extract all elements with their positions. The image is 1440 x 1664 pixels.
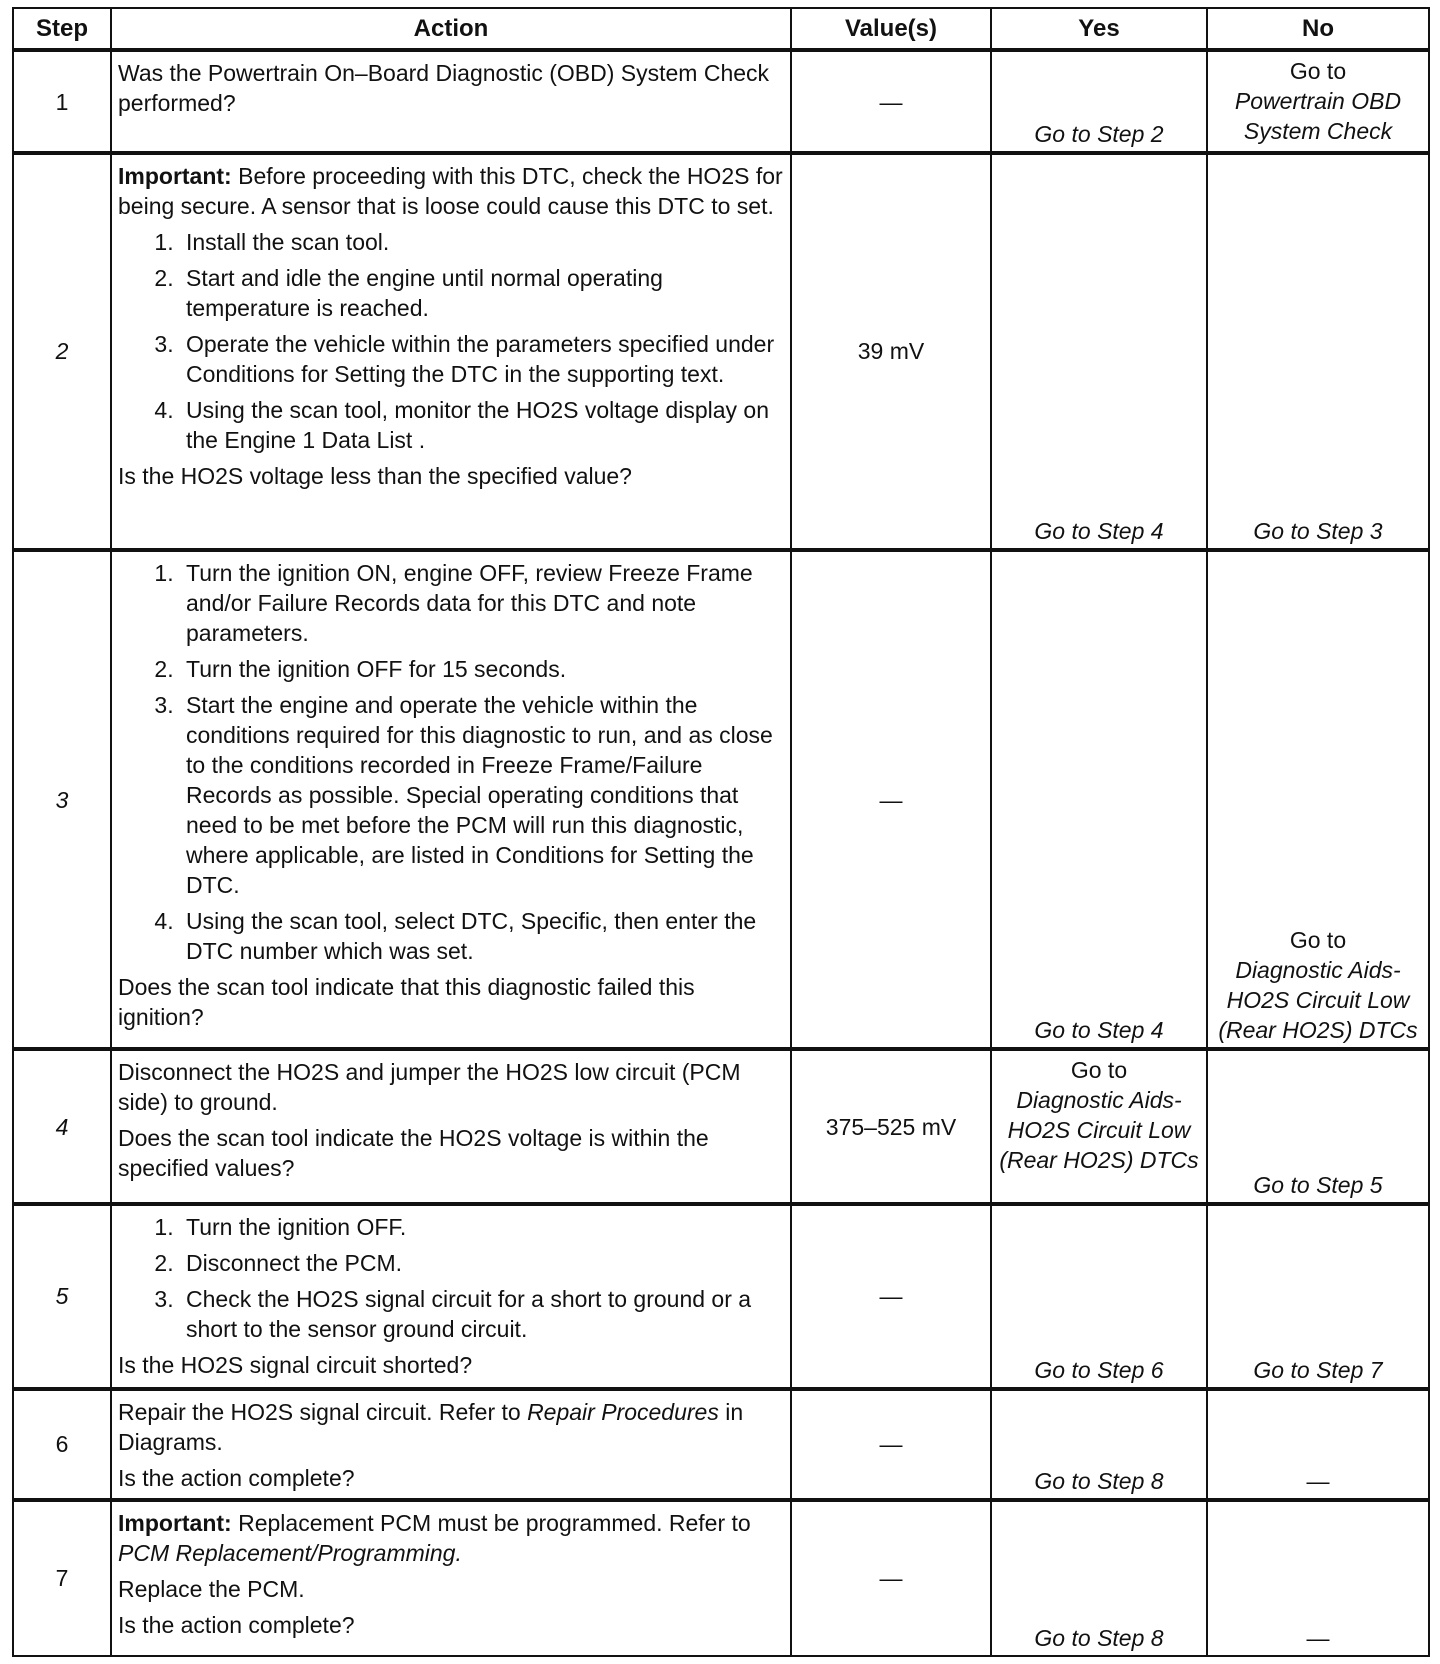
important-text: Before proceeding with this DTC, check the HO2S for being secure. A sensor that is loose could cause this DTC to set.: [118, 162, 783, 219]
yes-link[interactable]: Go to Step 4: [1034, 517, 1164, 544]
value-cell: —: [791, 1204, 991, 1389]
no-cell: [1207, 153, 1429, 550]
table-header-row: [13, 8, 1429, 50]
step-number: 5: [13, 1204, 111, 1389]
action-cell: [111, 550, 791, 1050]
action-question: Does the scan tool indicate the HO2S voltage is within the specified values?: [118, 1125, 709, 1182]
list-item: 4. Using the scan tool, select DTC, Specific, then enter the DTC number which was set.: [180, 906, 784, 966]
important-note: Important: Replacement PCM must be programmed. Refer to PCM Replacement/Programming.: [118, 1509, 751, 1566]
action-cell: [111, 153, 791, 550]
step-number: 2: [13, 153, 111, 550]
yes-cell: [991, 1389, 1207, 1500]
no-cell: [1207, 550, 1429, 1050]
header-action: Action: [111, 8, 791, 50]
action-cell: [111, 50, 791, 153]
list-item: 2. Disconnect the PCM.: [180, 1248, 784, 1278]
table-row: [13, 153, 1429, 550]
value-cell: 39 mV: [791, 153, 991, 550]
header-no: No: [1207, 8, 1429, 50]
table-row: [13, 50, 1429, 153]
table-row: [13, 550, 1429, 1050]
no-value: —: [1306, 1625, 1330, 1651]
yes-link[interactable]: Go to Step 6: [1034, 1356, 1164, 1383]
list-item: 3. Operate the vehicle within the parameters specified under Conditions for Setting the DTC in the supporting text.: [180, 329, 784, 389]
table-row: [13, 1204, 1429, 1389]
list-item: 1. Turn the ignition OFF.: [180, 1212, 784, 1242]
no-link[interactable]: Powertrain OBD System Check: [1234, 88, 1402, 145]
important-label: Important:: [118, 1509, 232, 1536]
list-item: 1. Turn the ignition ON, engine OFF, review Freeze Frame and/or Failure Records data for this DTC and note parameters.: [180, 558, 784, 648]
procedure-list: [118, 1212, 784, 1344]
no-link[interactable]: Diagnostic Aids- HO2S Circuit Low (Rear HO2S) DTCs: [1218, 957, 1418, 1044]
value-cell: —: [791, 550, 991, 1050]
no-cell: [1207, 1049, 1429, 1203]
step-number: 6: [13, 1389, 111, 1500]
no-cell: [1207, 1204, 1429, 1389]
yes-cell: [991, 1049, 1207, 1203]
list-item: 4. Using the scan tool, monitor the HO2S voltage display on the Engine 1 Data List .: [180, 395, 784, 455]
no-cell: [1207, 1389, 1429, 1500]
step-number: 4: [13, 1049, 111, 1203]
action-cell: [111, 1389, 791, 1500]
procedure-list: [118, 227, 784, 455]
no-link[interactable]: Go to Step 7: [1253, 1356, 1383, 1383]
no-cell: [1207, 1500, 1429, 1656]
header-step: Step: [13, 8, 111, 50]
yes-goto-label: Go to: [1070, 1057, 1128, 1084]
list-item: 3. Start the engine and operate the vehicle within the conditions required for this diagnostic to run, and as close to the conditions recorded in Freeze Frame/Failure Records as possible. Special operating conditions that need to be met before the PCM will run this diagnostic, where applicable, are listed in Conditions for Setting the DTC.: [180, 690, 784, 900]
table-row: [13, 1049, 1429, 1203]
yes-cell: [991, 1204, 1207, 1389]
action-question: Is the action complete?: [118, 1611, 355, 1638]
table-row: [13, 1389, 1429, 1500]
action-question: Is the action complete?: [118, 1464, 355, 1491]
no-goto-label: Go to: [1289, 58, 1347, 85]
yes-link[interactable]: Diagnostic Aids- HO2S Circuit Low (Rear HO2S) DTCs: [999, 1087, 1199, 1174]
list-item: 2. Turn the ignition OFF for 15 seconds.: [180, 654, 784, 684]
action-cell: [111, 1204, 791, 1389]
action-cell: [111, 1049, 791, 1203]
value-cell: —: [791, 1389, 991, 1500]
list-item: 3. Check the HO2S signal circuit for a short to ground or a short to the sensor ground circuit.: [180, 1284, 784, 1344]
action-question: Is the HO2S signal circuit shorted?: [118, 1351, 473, 1378]
yes-cell: [991, 1500, 1207, 1656]
diagnostic-table: [12, 7, 1430, 1657]
value-cell: 375–525 mV: [791, 1049, 991, 1203]
important-note: [118, 161, 784, 221]
value-cell: —: [791, 1500, 991, 1656]
procedure-list: [118, 558, 784, 966]
action-cell: [111, 1500, 791, 1656]
step-number: 3: [13, 550, 111, 1050]
action-text: Replace the PCM.: [118, 1575, 305, 1602]
table-row: [13, 1500, 1429, 1656]
yes-link[interactable]: Go to Step 2: [1034, 120, 1164, 147]
no-link[interactable]: Go to Step 5: [1253, 1171, 1383, 1198]
action-text: Disconnect the HO2S and jumper the HO2S low circuit (PCM side) to ground.: [118, 1059, 741, 1116]
header-yes: Yes: [991, 8, 1207, 50]
no-value: —: [1306, 1467, 1330, 1494]
no-link[interactable]: Go to Step 3: [1253, 517, 1383, 544]
step-number: 1: [13, 50, 111, 153]
list-item: 2. Start and idle the engine until normal operating temperature is reached.: [180, 263, 784, 323]
step-number: 7: [13, 1500, 111, 1656]
no-cell: [1207, 50, 1429, 153]
pcm-replacement-link[interactable]: PCM Replacement/Programming.: [118, 1539, 462, 1566]
yes-cell: [991, 153, 1207, 550]
yes-link[interactable]: Go to Step 8: [1034, 1625, 1164, 1651]
value-cell: —: [791, 50, 991, 153]
list-item: 1. Install the scan tool.: [180, 227, 784, 257]
yes-link[interactable]: Go to Step 8: [1034, 1467, 1164, 1494]
action-question: Was the Powertrain On–Board Diagnostic (OBD) System Check performed?: [118, 60, 770, 117]
action-question: Is the HO2S voltage less than the specified value?: [118, 462, 632, 489]
important-label: Important:: [118, 162, 232, 189]
repair-procedures-link[interactable]: Repair Procedures: [527, 1398, 719, 1425]
action-question: Does the scan tool indicate that this diagnostic failed this ignition?: [118, 973, 695, 1030]
yes-cell: [991, 50, 1207, 153]
yes-link[interactable]: Go to Step 4: [1034, 1017, 1164, 1044]
yes-cell: [991, 550, 1207, 1050]
header-values: Value(s): [791, 8, 991, 50]
no-goto-label: Go to: [1289, 927, 1347, 954]
action-text: Repair the HO2S signal circuit. Refer to Repair Procedures in Diagrams.: [118, 1398, 744, 1455]
